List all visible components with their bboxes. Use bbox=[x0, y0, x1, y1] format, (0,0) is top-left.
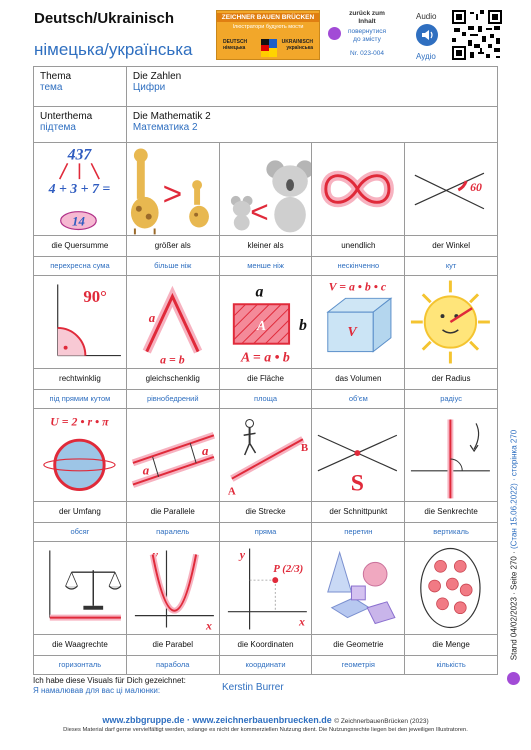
vocab-image bbox=[126, 542, 219, 635]
parallel-lines-icon bbox=[127, 409, 219, 501]
unterthema-label: Unterthema bbox=[40, 111, 93, 122]
vocab-image bbox=[219, 276, 312, 369]
svg-text:4 + 3 + 7 =: 4 + 3 + 7 = bbox=[48, 180, 111, 196]
digit-sum-icon bbox=[34, 143, 126, 235]
thema-label-uk: тема bbox=[40, 82, 63, 93]
thema-value-cell bbox=[126, 67, 497, 107]
svg-text:a = b: a = b bbox=[160, 352, 185, 367]
set-apples-icon bbox=[405, 542, 497, 634]
vocab-term: die Waagrechte bbox=[34, 635, 127, 656]
perpendicular-icon bbox=[405, 409, 497, 501]
vocab-term: die Strecke bbox=[219, 502, 312, 523]
speaker-icon bbox=[416, 24, 438, 46]
logo-left: DEUTSCH німецька bbox=[223, 39, 248, 51]
vocab-image bbox=[219, 542, 312, 635]
unterthema-label-cell bbox=[34, 107, 127, 143]
vocab-translation: горизонталь bbox=[34, 656, 127, 675]
vocab-translation: обсяг bbox=[34, 523, 127, 542]
svg-text:P (2/3): P (2/3) bbox=[272, 563, 303, 576]
logo-line1: ZEICHNER BAUEN BRÜCKEN bbox=[217, 13, 319, 22]
vocabulary-table bbox=[33, 66, 498, 675]
document-number: Nr. 023-004 bbox=[350, 50, 384, 57]
svg-text:A: A bbox=[227, 485, 236, 498]
parabola-icon bbox=[127, 542, 219, 634]
audio-label-ukrainian: Аудіо bbox=[416, 52, 436, 61]
vocab-image bbox=[405, 143, 498, 236]
vocab-image bbox=[312, 542, 405, 635]
vocab-translation: перехресна сума bbox=[34, 257, 127, 276]
vocab-image bbox=[126, 143, 219, 236]
vocab-translation: пряма bbox=[219, 523, 312, 542]
coordinates-icon bbox=[220, 542, 312, 634]
vocab-term: die Parabel bbox=[126, 635, 219, 656]
svg-text:x: x bbox=[298, 614, 305, 629]
vocab-term: unendlich bbox=[312, 236, 405, 257]
svg-text:A = a • b: A = a • b bbox=[240, 349, 290, 365]
back-link-german[interactable]: zurück zum Inhalt bbox=[349, 10, 385, 25]
side-stamp bbox=[504, 420, 524, 670]
logo-right: UKRAINISCH українська bbox=[281, 39, 313, 51]
illustrator-credit bbox=[33, 676, 223, 696]
vocab-image bbox=[34, 409, 127, 502]
vocab-term: kleiner als bbox=[219, 236, 312, 257]
back-link-dot[interactable] bbox=[328, 27, 341, 40]
vocab-translation: паралель bbox=[126, 523, 219, 542]
vocab-image bbox=[126, 409, 219, 502]
svg-text:A: A bbox=[256, 317, 266, 333]
vocab-term: der Umfang bbox=[34, 502, 127, 523]
title-german: Deutsch/Ukrainisch bbox=[34, 10, 175, 27]
vocab-term: die Fläche bbox=[219, 369, 312, 390]
vocab-term: die Geometrie bbox=[312, 635, 405, 656]
thema-label: Thema bbox=[40, 71, 72, 82]
svg-text:90°: 90° bbox=[83, 287, 107, 307]
angle-icon bbox=[405, 143, 497, 235]
vocab-translation: під прямим кутом bbox=[34, 390, 127, 409]
vocab-term: das Volumen bbox=[312, 369, 405, 390]
side-stamp-german: Stand 04/02/2023 · Seite 270 · bbox=[509, 551, 519, 661]
back-link-ukrainian[interactable]: повернутися до змісту bbox=[348, 28, 386, 43]
vocab-translation: кількість bbox=[405, 656, 498, 675]
vocab-image bbox=[219, 143, 312, 236]
vocab-image bbox=[312, 276, 405, 369]
cube-volume-icon bbox=[312, 276, 404, 368]
vocab-translation: перетин bbox=[312, 523, 405, 542]
credit-german: Ich habe diese Visuals für Dich gezeichnet: bbox=[33, 676, 186, 685]
svg-text:60: 60 bbox=[470, 179, 483, 194]
vocab-image bbox=[219, 409, 312, 502]
area-icon bbox=[220, 276, 312, 368]
svg-text:a: a bbox=[148, 311, 156, 325]
vocab-term: rechtwinklig bbox=[34, 369, 127, 390]
svg-text:S: S bbox=[351, 470, 365, 497]
vocab-translation: радіус bbox=[405, 390, 498, 409]
unterthema-value: Die Mathematik 2 bbox=[132, 111, 211, 122]
svg-text:a: a bbox=[142, 463, 150, 478]
svg-text:437: 437 bbox=[67, 146, 92, 164]
illustrator-name: Kerstin Burrer bbox=[222, 682, 284, 693]
zbb-logo bbox=[216, 10, 320, 60]
thema-value: Die Zahlen bbox=[132, 71, 182, 82]
website-line bbox=[0, 715, 531, 725]
vocab-translation: геометрія bbox=[312, 656, 405, 675]
vocab-image bbox=[312, 143, 405, 236]
koala-less-icon bbox=[220, 143, 312, 235]
svg-text:<: < bbox=[249, 193, 269, 230]
unterthema-label-uk: підтема bbox=[40, 122, 76, 133]
audio-button[interactable] bbox=[416, 24, 438, 46]
vocab-translation: площа bbox=[219, 390, 312, 409]
audio-label: Audio bbox=[416, 12, 437, 21]
qr-code-icon[interactable] bbox=[452, 10, 502, 60]
credit-ukrainian: Я намалював для вас ці малюнки: bbox=[33, 686, 161, 695]
vocab-translation: вертикаль bbox=[405, 523, 498, 542]
isosceles-icon bbox=[127, 276, 219, 368]
line-segment-icon bbox=[220, 409, 312, 501]
vocab-term: die Parallele bbox=[126, 502, 219, 523]
intersection-icon bbox=[312, 409, 404, 501]
svg-text:14: 14 bbox=[72, 214, 85, 229]
vocab-term: die Koordinaten bbox=[219, 635, 312, 656]
sun-radius-icon bbox=[405, 276, 497, 368]
infinity-icon bbox=[312, 143, 404, 235]
vocab-translation: координати bbox=[219, 656, 312, 675]
vocab-term: die Quersumme bbox=[34, 236, 127, 257]
vocab-translation: об'єм bbox=[312, 390, 405, 409]
vocab-translation: кут bbox=[405, 257, 498, 276]
website-links[interactable]: www.zbbgruppe.de · www.zeichnerbauenbruecken.de bbox=[102, 715, 332, 725]
svg-text:U = 2 • r • π: U = 2 • r • π bbox=[50, 414, 109, 429]
vocab-image bbox=[312, 409, 405, 502]
vocab-translation: нескінченно bbox=[312, 257, 405, 276]
vocab-image bbox=[34, 542, 127, 635]
page-link-dot[interactable] bbox=[507, 672, 520, 685]
vocab-translation: парабола bbox=[126, 656, 219, 675]
right-angle-icon bbox=[34, 276, 126, 368]
title-ukrainian: німецька/українська bbox=[34, 40, 193, 59]
circumference-icon bbox=[34, 409, 126, 501]
vocab-translation: більше ніж bbox=[126, 257, 219, 276]
svg-text:a: a bbox=[201, 444, 209, 458]
unterthema-value-uk: Математика 2 bbox=[132, 122, 198, 133]
unterthema-value-cell bbox=[126, 107, 497, 143]
vocab-image bbox=[405, 542, 498, 635]
vocab-term: größer als bbox=[126, 236, 219, 257]
svg-text:V = a • b • c: V = a • b • c bbox=[329, 279, 387, 294]
svg-text:V: V bbox=[347, 323, 358, 339]
side-stamp-ukrainian: (Стан 15.06.2022) · сторінка 270 bbox=[509, 429, 519, 550]
vocab-image bbox=[34, 276, 127, 369]
svg-text:>: > bbox=[162, 175, 183, 213]
thema-value-uk: Цифри bbox=[132, 82, 166, 93]
svg-text:y: y bbox=[152, 547, 158, 562]
scale-horizontal-icon bbox=[34, 542, 126, 634]
vocab-term: die Menge bbox=[405, 635, 498, 656]
vocab-image bbox=[126, 276, 219, 369]
flag-icon bbox=[261, 39, 277, 57]
svg-text:y: y bbox=[239, 547, 245, 562]
vocab-translation: рівнобедрений bbox=[126, 390, 219, 409]
vocab-image bbox=[405, 409, 498, 502]
usage-note: Dieses Material darf gerne vervielfältigt werden, solange es nicht der kommerziellen Nutzung dient. Die Nutzungsrechte liegen bei den jeweiligen Illustratoren. bbox=[63, 727, 468, 733]
copyright: © ZeichnerbauenBrücken (2023) bbox=[334, 718, 429, 725]
vocab-image bbox=[405, 276, 498, 369]
thema-label-cell bbox=[34, 67, 127, 107]
svg-text:b: b bbox=[298, 316, 307, 334]
vocab-term: gleichschenklig bbox=[126, 369, 219, 390]
vocab-term: der Winkel bbox=[405, 236, 498, 257]
vocab-image bbox=[34, 143, 127, 236]
logo-line2: Ілюстратори будують мости bbox=[232, 24, 304, 30]
geometry-shapes-icon bbox=[312, 542, 404, 634]
vocab-term: die Senkrechte bbox=[405, 502, 498, 523]
svg-text:x: x bbox=[205, 618, 212, 633]
svg-text:a: a bbox=[255, 283, 264, 301]
vocab-term: der Radius bbox=[405, 369, 498, 390]
vocab-term: der Schnittpunkt bbox=[312, 502, 405, 523]
giraffes-greater-icon bbox=[127, 143, 219, 235]
vocab-translation: менше ніж bbox=[219, 257, 312, 276]
svg-text:B: B bbox=[300, 442, 308, 455]
